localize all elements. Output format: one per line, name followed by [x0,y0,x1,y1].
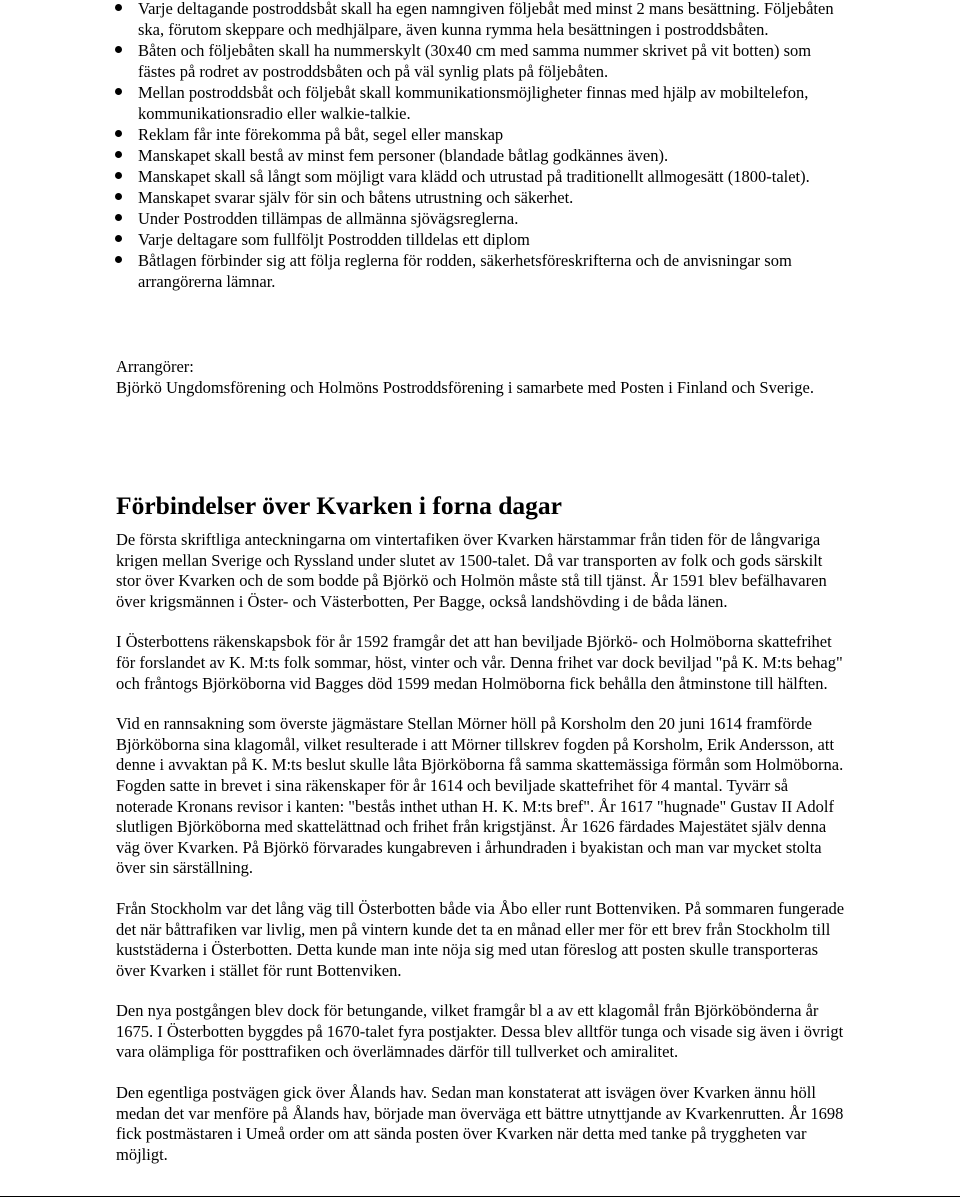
paragraph: I Österbottens räkenskapsbok för år 1592 framgår det att han beviljade Björkö- och Holmöborna skattefrihet för forslandet av K. M:ts folk sommar, höst, vinter och vår. Denna frihet var dock beviljad "på K. M:ts behag" och fråntogs Björköborna vid Bagges död 1599 medan Holmöborna fick behålla den åtminstone till hälften. [116,632,843,693]
list-item-text: Under Postrodden tillämpas de allmänna sjövägsreglerna. [138,209,519,228]
list-item-text: Manskapet skall bestå av minst fem personer (blandade båtlag godkännes även). [138,146,669,165]
list-item [0,229,960,250]
organizers-text: Björkö Ungdomsförening och Holmöns Postroddsförening i samarbete med Posten i Finland och Sverige. [116,378,814,397]
footer-divider [0,1196,960,1197]
bullet-icon [115,214,122,221]
paragraph: Den nya postgången blev dock för betungande, vilket framgår bl a av ett klagomål från Björköbönderna år 1675. I Österbotten byggdes på 1670-talet fyra postjakter. Dessa blev alltför tunga och visade sig även i övrigt vara olämpliga för posttrafiken och överlämnades därför till tullverket och amiralitet. [116,1001,844,1062]
list-item-text: Mellan postroddsbåt och följebåt skall kommunikationsmöjligheter finnas med hjälp av mobiltelefon, kommunikationsradio eller walkie-talkie. [138,83,809,123]
list-item [0,124,960,145]
list-item [0,250,960,292]
bullet-icon [115,4,122,11]
paragraph: Från Stockholm var det lång väg till Österbotten både via Åbo eller runt Bottenviken. På sommaren fungerade det när båttrafiken var livlig, men på vintern kunde det ta en månad eller mer för ett brev från Stockholm till kuststäderna i Österbotten. Detta kunde man inte nöja sig med utan föreslog att posten skulle transporteras över Kvarken i stället för runt Bottenviken. [116,898,845,980]
list-item [0,187,960,208]
bullet-icon [115,130,122,137]
list-item-text: Reklam får inte förekomma på båt, segel eller manskap [138,125,504,144]
list-item [0,0,960,40]
paragraph: Vid en rannsakning som överste jägmästare Stellan Mörner höll på Korsholm den 20 juni 1614 framförde Björköborna sina klagomål, vilket resulterade i att Mörner tillskrev fogden på Korsholm, Erik Andersson, att denne i avvaktan på K. M:ts beslut skulle låta Björköborna få samma skattemässiga förmån som Holmöborna. Fogden satte in brevet i sina räkenskaper för år 1614 och beviljade skattefrihet för 4 mantal. Tyvärr så noterade Kronans revisor i kanten: "bestås inthet uthan H. K. M:ts bref". År 1617 "hugnade" Gustav II Adolf slutligen Björköborna med skattelättnad och frihet från krigstjänst. År 1626 färdades Majestätet själv denna väg över Kvarken. På Björkö förvarades kungabreven i århundraden i byakistan och man var mycket stolta över sin särställning. [116,714,844,878]
bullet-icon [115,193,122,200]
list-item [0,40,960,82]
section-heading: Förbindelser över Kvarken i forna dagar [116,491,562,520]
organizers-block [116,356,856,398]
list-item-text: Båtlagen förbinder sig att följa reglerna för rodden, säkerhetsföreskrifterna och de anvisningar som arrangörerna lämnar. [138,251,792,291]
bullet-icon [115,46,122,53]
bullet-icon [115,88,122,95]
bullet-icon [115,151,122,158]
paragraph: De första skriftliga anteckningarna om vintertafiken över Kvarken härstammar från tiden för de långvariga krigen mellan Sverige och Ryssland under slutet av 1500-talet. Då var transporten av folk och gods särskilt stor över Kvarken och de som bodde på Björkö och Holmön måste stå till tjänst. År 1591 blev befälhavaren över krigsmännen i Öster- och Västerbotten, Per Bagge, också landshövding i de båda länen. [116,530,827,611]
rules-list [0,0,960,292]
paragraph: Den egentliga postvägen gick över Ålands hav. Sedan man konstaterat att isvägen över Kvarken ännu höll medan det var menföre på Ålands hav, började man överväga ett bättre utnyttjande av Kvarkenrutten. År 1698 fick postmästaren i Umeå order om att sända posten över Kvarken när detta med tanke på tryggheten var möjligt. [116,1083,844,1164]
list-item-text: Manskapet skall så långt som möjligt vara klädd och utrustad på traditionellt allmogesätt (1800-talet). [138,167,810,186]
list-item [0,145,960,166]
organizers-label: Arrangörer: [116,357,194,376]
list-item-text: Varje deltagande postroddsbåt skall ha egen namngiven följebåt med minst 2 mans besättning. Följebåten ska, förutom skeppare och medhjälpare, även kunna rymma hela besättningen i postroddsbåten. [138,0,834,39]
list-item [0,82,960,124]
list-item-text: Manskapet svarar själv för sin och båtens utrustning och säkerhet. [138,188,574,207]
list-item-text: Båten och följebåten skall ha nummerskylt (30x40 cm med samma nummer skrivet på vit botten) som fästes på rodret av postroddsbåten och på väl synlig plats på följebåten. [138,41,812,81]
bullet-icon [115,172,122,179]
list-item [0,208,960,229]
bullet-icon [115,256,122,263]
bullet-icon [115,235,122,242]
section-body [116,530,846,1185]
list-item [0,166,960,187]
list-item-text: Varje deltagare som fullföljt Postrodden tilldelas ett diplom [138,230,530,249]
